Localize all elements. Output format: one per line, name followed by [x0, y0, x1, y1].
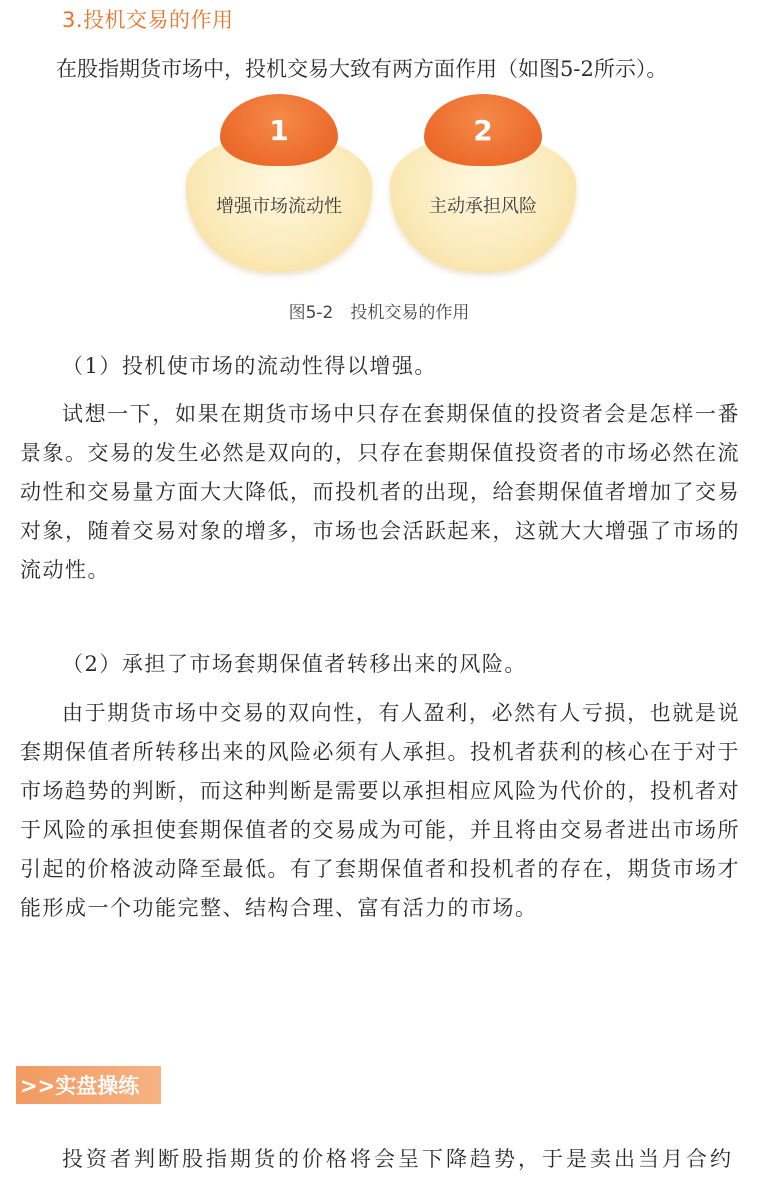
practice-first-line: 投资者判断股指期货的价格将会呈下降趋势，于是卖出当月合约	[62, 1147, 734, 1171]
intro-paragraph: 在股指期货市场中，投机交易大致有两方面作用（如图5-2所示）。	[56, 57, 668, 81]
bubble-number: 2	[424, 94, 542, 166]
bubble-label: 增强市场流动性	[216, 196, 342, 217]
point-1-body: 试想一下，如果在期货市场中只存在套期保值的投资者会是怎样一番景象。交易的发生必然是双向的，只存在套期保值投资者的市场必然在流动性和交易量方面大大降低，而投机者的出现，给套期保值者增加了交易对象，随着交易对象的增多，市场也会活跃起来，这就大大增强了市场的流动性。	[20, 402, 740, 582]
point-2-heading: （2）承担了市场套期保值者转移出来的风险。	[62, 652, 527, 676]
practice-banner: >>实盘操练	[16, 1066, 161, 1104]
bubble-number: 1	[220, 94, 338, 166]
bubble-label: 主动承担风险	[429, 196, 537, 217]
figure-item-1	[186, 94, 372, 272]
point-1-heading: （1）投机使市场的流动性得以增强。	[62, 354, 437, 378]
point-2-body: 由于期货市场中交易的双向性，有人盈利，必然有人亏损，也就是说套期保值者所转移出来的风险必须有人承担。投机者获利的核心在于对于市场趋势的判断，而这种判断是需要以承担相应风险为代价的，投机者对于风险的承担使套期保值者的交易成为可能，并且将由交易者进出市场所引起的价格波动降至最低。有了套期保值者和投机者的存在，期货市场才能形成一个功能完整、结构合理、富有活力的市场。	[20, 701, 740, 920]
figure-caption: 图5-2 投机交易的作用	[288, 303, 470, 323]
section-title: 3.投机交易的作用	[62, 8, 234, 32]
figure-5-2	[186, 94, 566, 294]
figure-item-2	[390, 94, 576, 272]
